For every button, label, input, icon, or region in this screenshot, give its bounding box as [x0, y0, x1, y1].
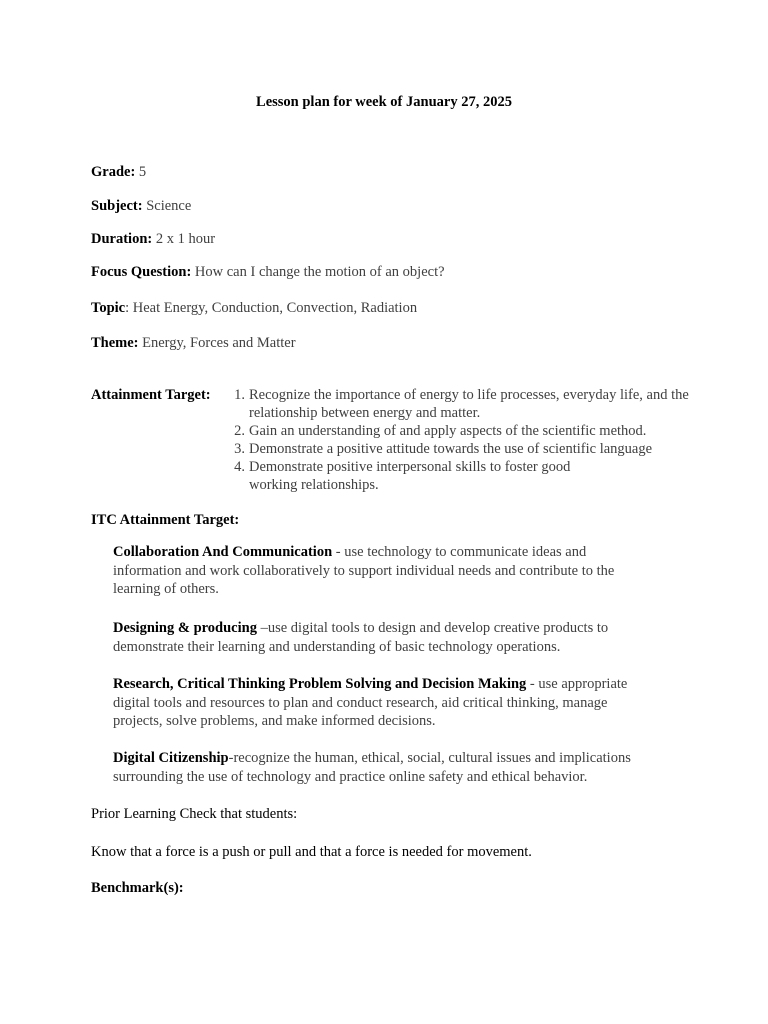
focus-question-value: How can I change the motion of an object?	[191, 264, 445, 280]
subject-value: Science	[142, 198, 192, 214]
itc-item-heading: Digital Citizenship	[113, 750, 229, 766]
itc-item-text: –use digital tools to design and develop creative products to demonstrate their learning and understanding of basic technology operations.	[113, 620, 609, 655]
itc-item-digital-citizenship	[113, 749, 658, 786]
duration-field	[91, 230, 215, 248]
list-item-number: 4.	[234, 459, 245, 475]
grade-field	[91, 163, 146, 181]
itc-item-heading: Collaboration And Communication	[113, 544, 333, 560]
focus-question-field	[91, 263, 445, 281]
list-item	[226, 458, 696, 494]
grade-value: 5	[135, 164, 147, 180]
benchmarks-label: Benchmark(s):	[91, 880, 184, 896]
attainment-target-label: Attainment Target:	[91, 387, 211, 403]
itc-item-research	[113, 675, 658, 731]
list-item-text: Demonstrate positive interpersonal skills to foster good working relationships.	[249, 459, 571, 493]
itc-item-heading: Research, Critical Thinking Problem Solving and Decision Making	[113, 676, 527, 692]
list-item	[226, 422, 696, 440]
focus-question-label: Focus Question:	[91, 264, 192, 280]
itc-item-text: -recognize the human, ethical, social, cultural issues and implications surrounding the use of technology and practice online safety and ethical behavior.	[113, 750, 631, 785]
theme-field	[91, 334, 296, 352]
topic-field	[91, 299, 417, 317]
itc-item-text: - use technology to communicate ideas and information and work collaboratively to support individual needs and contribute to the learning of others.	[113, 544, 615, 597]
subject-label: Subject:	[91, 198, 143, 214]
itc-item-heading: Designing & producing	[113, 620, 257, 636]
prior-learning-statement: Know that a force is a push or pull and that a force is needed for movement.	[91, 844, 532, 860]
itc-item-designing	[113, 619, 658, 656]
itc-attainment-target-label: ITC Attainment Target:	[91, 512, 240, 528]
theme-label: Theme:	[91, 335, 139, 351]
benchmarks-field	[91, 879, 184, 897]
list-item-text: Gain an understanding of and apply aspects of the scientific method.	[249, 423, 647, 439]
attainment-target-list	[226, 386, 696, 494]
list-item-number: 1.	[234, 387, 245, 403]
list-item-number: 3.	[234, 441, 245, 457]
list-item-text: Recognize the importance of energy to life processes, everyday life, and the relationship between energy and matter.	[249, 387, 689, 421]
list-item	[226, 440, 696, 458]
subject-field	[91, 197, 191, 215]
itc-item-text: - use appropriate digital tools and resources to plan and conduct research, aid critical thinking, manage projects, solve problems, and make informed decisions.	[113, 676, 628, 729]
theme-value: Energy, Forces and Matter	[138, 335, 296, 351]
itc-item-collaboration	[113, 543, 658, 599]
list-item-text: Demonstrate a positive attitude towards the use of scientific language	[249, 441, 653, 457]
document-title: Lesson plan for week of January 27, 2025	[256, 94, 512, 110]
list-item-number: 2.	[234, 423, 245, 439]
duration-label: Duration:	[91, 231, 153, 247]
prior-learning-label: Prior Learning Check that students:	[91, 806, 298, 822]
list-item	[226, 386, 696, 422]
grade-label: Grade:	[91, 164, 136, 180]
topic-value: : Heat Energy, Conduction, Convection, Radiation	[125, 300, 418, 316]
topic-label: Topic	[91, 300, 126, 316]
duration-value: 2 x 1 hour	[152, 231, 216, 247]
itc-attainment-target-field	[91, 511, 239, 529]
